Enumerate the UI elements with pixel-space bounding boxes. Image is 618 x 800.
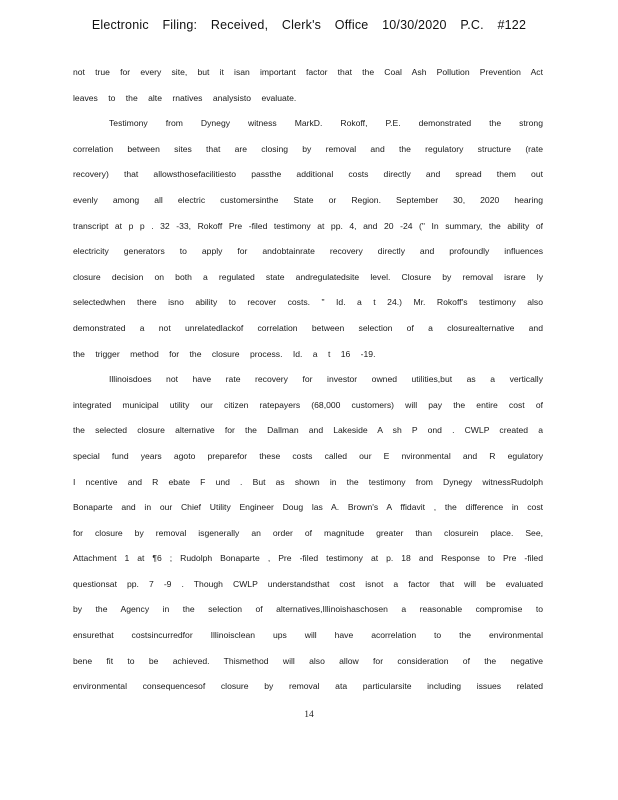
body-text — [73, 60, 543, 700]
text-line: the selected closure alternative for the Dallman and Lakeside A sh P ond . CWLP created a — [73, 425, 543, 436]
text-line: closure decision on both a regulated state andregulatedsite level. Closure by removal israre ly — [73, 271, 543, 282]
text-line: environmental consequencesof closure by removal ata particularsite including issues related — [73, 681, 543, 692]
filing-stamp-header: Electronic Filing: Received, Clerk's Office 10/30/2020 P.C. #122 — [91, 18, 527, 32]
text-line: evenly among all electric customersinthe State or Region. September 30, 2020 hearing — [73, 194, 543, 205]
text-line: leaves to the alte rnatives analysisto evaluate. — [73, 92, 297, 103]
text-line: recovery) that allowsthosefacilitiesto passthe additional costs directly and spread them out — [73, 169, 543, 180]
text-line: demonstrated a not unrelatedlackof correlation between selection of a closurealternative and — [73, 322, 543, 333]
text-line: by the Agency in the selection of alternatives,Illinoishaschosen a reasonable compromise to — [73, 604, 543, 615]
text-line: correlation between sites that are closing by removal and the regulatory structure (rate — [73, 143, 543, 154]
text-line: not true for every site, but it isan important factor that the Coal Ash Pollution Prevention Act — [73, 67, 543, 77]
text-line: special fund years agoto preparefor these costs called our E nvironmental and R egulatory — [73, 450, 543, 461]
text-line: the trigger method for the closure process. Id. a t 16 -19. — [73, 348, 376, 359]
text-line: Bonaparte and in our Chief Utility Engineer Doug las A. Brown's A ffidavit , the difference in cost — [73, 502, 543, 513]
text-line: electricity generators to apply for andobtainrate recovery directly and profoundly influences — [73, 246, 543, 257]
text-line: questionsat pp. 7 -9 . Though CWLP understandsthat cost isnot a factor that will be evaluated — [73, 578, 543, 589]
text-line: for closure by removal isgenerally an order of magnitude greater than closurein place. See, — [73, 527, 543, 538]
text-line: integrated municipal utility our citizen ratepayers (68,000 customers) will pay the entire cost of — [73, 399, 543, 410]
text-line: transcript at p p . 32 -33, Rokoff Pre -filed testimony at pp. 4, and 20 -24 (" In summary, the ability of — [73, 220, 543, 231]
text-line: Attachment 1 at ¶6 ; Rudolph Bonaparte , Pre -filed testimony at p. 18 and Response to Pre -filed — [73, 553, 543, 564]
paragraph-first-line: Illinoisdoes not have rate recovery for investor owned utilities,but as a vertically — [109, 374, 543, 385]
text-line: bene fit to be achieved. Thismethod will also allow for consideration of the negative — [73, 655, 543, 666]
text-line: selectedwhen there isno ability to recover costs. " Id. a t 24.) Mr. Rokoff's testimony also — [73, 297, 543, 308]
page-number: 14 — [304, 710, 314, 720]
paragraph-first-line: Testimony from Dynegy witness MarkD. Rokoff, P.E. demonstrated the strong — [109, 118, 543, 129]
text-line: ensurethat costsincurredfor Illinoisclean ups will have acorrelation to the environmental — [73, 630, 543, 641]
text-line: I ncentive and R ebate F und . But as shown in the testimony from Dynegy witnessRudolph — [73, 476, 543, 487]
